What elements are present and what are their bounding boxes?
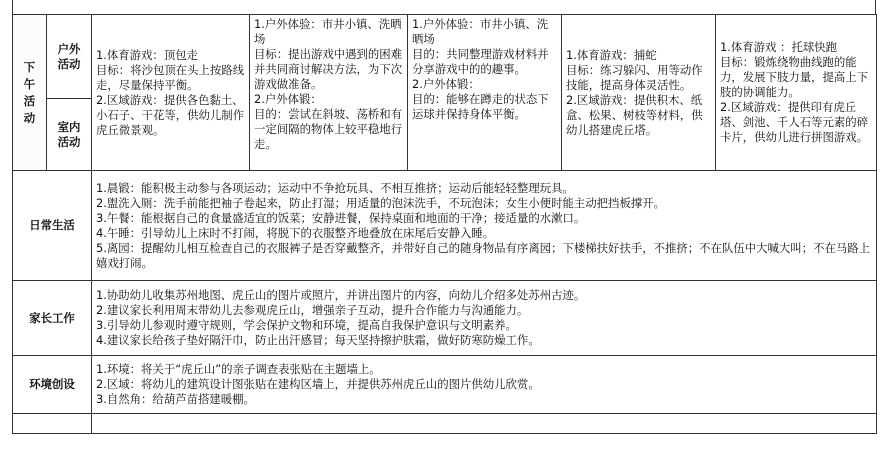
cell-text: 2.户外体锻： <box>254 92 322 106</box>
afternoon-cell-day-4 <box>562 15 716 171</box>
afternoon-cell-day-2 <box>250 15 408 171</box>
cell-text: 1.体育游戏：捕蛇 <box>566 47 657 62</box>
parent-work-item: 1.协助幼儿收集苏州地图、虎丘山的图片或照片，并讲出图片的内容，向幼儿介绍多处苏州古迹。 <box>96 288 586 302</box>
cell-text: 目标：练习躲闪、用等动作技能，提高身体灵活性。 <box>566 62 703 92</box>
environment-item: 1.环境：将关于“虎丘山”的亲子调查表张贴在主题墙上。 <box>96 362 381 376</box>
parent-work-row <box>13 281 877 356</box>
cell-text: 目的：尝试在斜坡、荡桥和有一定间隔的物体上较平稳地行走。 <box>254 107 403 151</box>
daily-life-item: 1.晨锻：能积极主动参与各项运动；运动中不争抢玩具、不相互推挤；运动后能轻轻整理玩具。 <box>96 180 574 195</box>
indoor-activity-label <box>47 99 92 171</box>
daily-life-content <box>92 171 877 281</box>
environment-item: 3.自然角：给葫芦苗搭建暖棚。 <box>96 392 255 406</box>
cell-text: 目标：提出游戏中遇到的困难并共同商讨解决方法，为下次游戏做准备。 <box>254 47 403 91</box>
outdoor-activity-row <box>13 15 877 99</box>
parent-work-content <box>92 281 877 356</box>
cell-text: 1.户外体验：市井小镇、洗晒场 <box>254 17 402 46</box>
afternoon-activity-text: 下午活动 <box>23 59 36 125</box>
afternoon-cell-day-5 <box>716 15 877 171</box>
daily-life-label: 日常生活 <box>13 171 92 281</box>
cell-text: 2.区域游戏：提供各色黏土、小石子、干花等，供幼儿制作虎丘微景观。 <box>96 92 245 137</box>
parent-work-item: 4.建议家长给孩子垫好隔汗巾，防止出汗感冒；每天坚持擦护肤霜，做好防寒防燥工作。 <box>96 333 540 347</box>
parent-work-label: 家长工作 <box>13 281 92 356</box>
outdoor-activity-label <box>47 15 92 99</box>
indoor-activity-text: 室内活动 <box>57 119 81 149</box>
environment-label: 环境创设 <box>13 356 92 414</box>
daily-life-item: 4.午睡：引导幼儿上床时不打闹，将脱下的衣服整齐地叠放在床尾后安静入睡。 <box>96 225 495 240</box>
empty-cell <box>13 414 92 434</box>
cell-text: 1.体育游戏 ：托球快跑 <box>720 40 838 54</box>
table-row <box>13 414 877 434</box>
weekly-plan-table <box>12 14 877 434</box>
cell-text: 1.户外体验：市井小镇、洗晒场 <box>412 17 549 46</box>
parent-work-item: 2.建议家长利用周末带幼儿去参观虎丘山，增强亲子互动，提升合作能力与沟通能力。 <box>96 303 529 317</box>
weekly-plan-sheet <box>12 14 876 453</box>
cell-text: 2.区域游戏：提供积木、纸盒、松果、树枝等材料，供幼儿搭建虎丘塔。 <box>566 92 703 137</box>
table-top-strip <box>12 0 876 14</box>
daily-life-row <box>13 171 877 281</box>
empty-cell <box>92 414 877 434</box>
cell-text: 目的：能够在蹲走的状态下运球并保持身体平衡。 <box>412 92 549 121</box>
afternoon-cell-day-3 <box>408 15 562 171</box>
daily-life-item: 2.盥洗入厕：洗手前能把袖子卷起来，防止打湿；用适量的泡沫洗手，不玩泡沫；女生小便时能主动把挡板撑开。 <box>96 195 666 210</box>
cell-text: 2.区域游戏：提供印有虎丘塔、剑池、千人石等元素的碎卡片，供幼儿进行拼图游戏。 <box>720 100 869 144</box>
cell-text: 2.户外体锻： <box>412 77 480 91</box>
daily-life-item: 5.离园：提醒幼儿相互检查自己的衣服裤子是否穿戴整齐，并带好自己的随身物品有序离园；下楼梯扶好扶手，不推挤；不在队伍中大喊大叫；不在马路上嬉戏打闹。 <box>96 240 871 270</box>
afternoon-activity-label <box>13 15 47 171</box>
environment-content <box>92 356 877 414</box>
cell-text: 1.体育游戏：顶包走 <box>96 47 198 62</box>
environment-row <box>13 356 877 414</box>
environment-item: 2.区域：将幼儿的建筑设计图张贴在建构区墙上，并提供苏州虎丘山的图片供幼儿欣赏。 <box>96 377 540 391</box>
afternoon-cell-day-1 <box>92 15 250 171</box>
parent-work-item: 3.引导幼儿参观时遵守规则，学会保护文物和环境，提高自我保护意识与文明素养。 <box>96 318 517 332</box>
outdoor-activity-text: 户外活动 <box>57 41 81 71</box>
cell-text: 目的：共同整理游戏材料并分享游戏中的的趣事。 <box>412 47 549 76</box>
cell-text: 目标：将沙包顶在头上按路线走，尽量保持平衡。 <box>96 62 245 92</box>
cell-text: 目标：锻炼绕物曲线跑的能力，发展下肢力量，提高上下肢的协调能力。 <box>720 55 869 99</box>
daily-life-item: 3.午餐：能根据自己的食量盛适宜的饭菜；安静进餐，保持桌面和地面的干净；接适量的水漱口。 <box>96 210 586 225</box>
